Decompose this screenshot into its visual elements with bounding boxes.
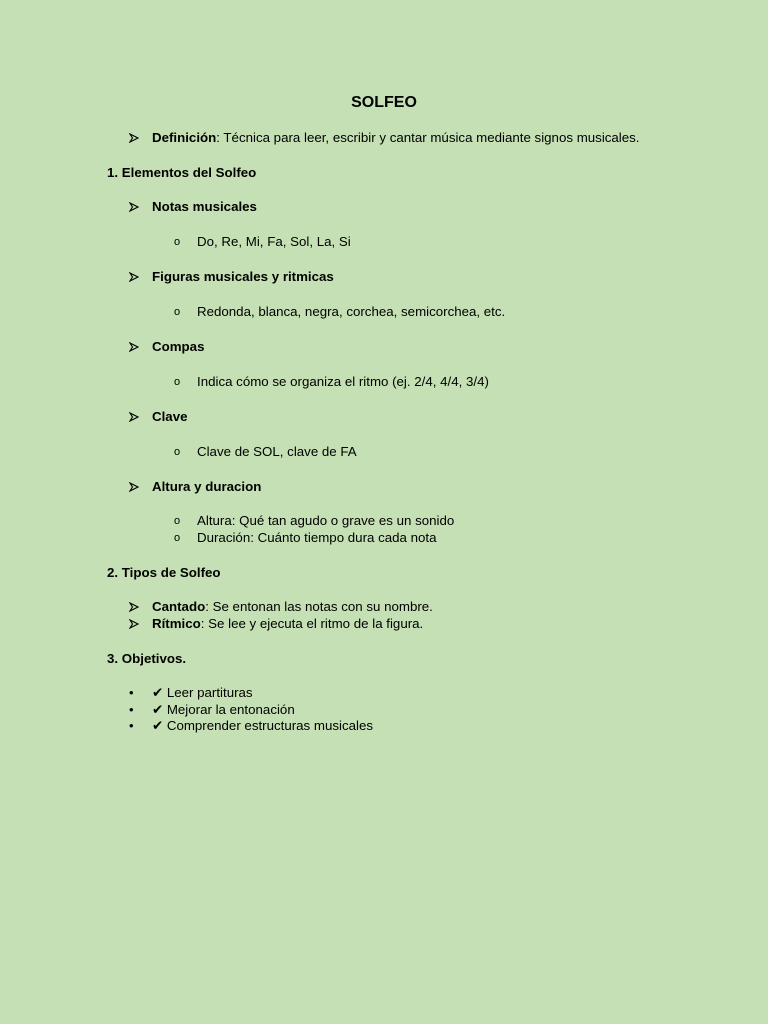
definition-term: Definición <box>152 130 217 145</box>
dot-bullet: • <box>129 702 134 717</box>
section2-item <box>152 599 433 615</box>
arrow-bullet-icon <box>129 409 139 425</box>
section1-subitem: Duración: Cuánto tiempo dura cada nota <box>197 530 437 545</box>
section3-heading: 3. Objetivos. <box>107 651 187 666</box>
section1-item-label: Altura y duracion <box>152 479 262 494</box>
arrow-bullet-icon <box>129 130 139 146</box>
section2-item-term: Rítmico <box>152 616 201 631</box>
circle-bullet: o <box>174 306 181 318</box>
section2-item-text: : Se lee y ejecuta el ritmo de la figura. <box>200 616 424 631</box>
arrow-bullet-icon <box>129 599 139 615</box>
section2-item-term: Cantado <box>152 599 206 614</box>
document-title: SOLFEO <box>351 94 417 111</box>
section1-subitem: Indica cómo se organiza el ritmo (ej. 2/4, 4/4, 3/4) <box>197 374 489 389</box>
section2-item-text: : Se entonan las notas con su nombre. <box>205 599 433 614</box>
circle-bullet: o <box>174 236 181 248</box>
circle-bullet: o <box>174 515 181 527</box>
section1-subitem: Clave de SOL, clave de FA <box>197 444 357 459</box>
section1-item-label: Notas musicales <box>152 199 257 214</box>
circle-bullet: o <box>174 376 181 388</box>
arrow-bullet-icon <box>129 269 139 285</box>
circle-bullet: o <box>174 446 181 458</box>
circle-bullet: o <box>174 532 181 544</box>
section1-subitem: Redonda, blanca, negra, corchea, semicorchea, etc. <box>197 304 506 319</box>
arrow-bullet-icon <box>129 479 139 495</box>
section2-item <box>152 616 423 632</box>
dot-bullet: • <box>129 685 134 700</box>
dot-bullet: • <box>129 718 134 733</box>
objective-item: ✔ Mejorar la entonación <box>152 702 295 717</box>
section1-item-label: Figuras musicales y ritmicas <box>152 269 334 284</box>
section1-item-label: Clave <box>152 409 188 424</box>
section1-item-label: Compas <box>152 339 205 354</box>
section1-subitem: Do, Re, Mi, Fa, Sol, La, Si <box>197 234 351 249</box>
definition-line <box>152 130 640 146</box>
section1-heading: 1. Elementos del Solfeo <box>107 165 257 180</box>
definition-text: : Técnica para leer, escribir y cantar música mediante signos musicales. <box>216 130 640 145</box>
objective-item: ✔ Comprender estructuras musicales <box>152 718 374 733</box>
objective-item: ✔ Leer partituras <box>152 685 253 700</box>
arrow-bullet-icon <box>129 616 139 632</box>
section1-subitem: Altura: Qué tan agudo o grave es un sonido <box>197 513 455 528</box>
arrow-bullet-icon <box>129 199 139 215</box>
section2-heading: 2. Tipos de Solfeo <box>107 565 221 580</box>
arrow-bullet-icon <box>129 339 139 355</box>
